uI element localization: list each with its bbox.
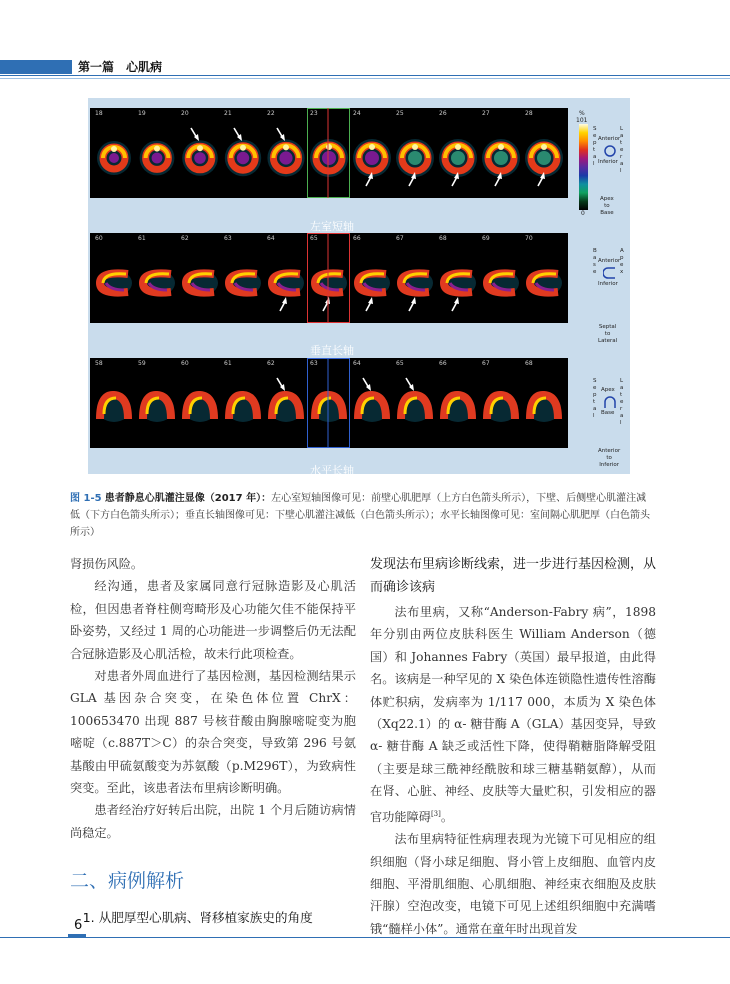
- label-septal-3: S e p t a l: [593, 378, 597, 419]
- image-frame: [178, 233, 221, 323]
- right-column: [370, 553, 656, 940]
- label-anterior-2: Anterior: [598, 258, 621, 264]
- left-column: [70, 553, 356, 929]
- sub-heading: 1. 从肥厚型心肌病、肾移植家族史的角度: [82, 909, 313, 925]
- perfusion-image: [393, 233, 436, 323]
- image-frame: [92, 108, 135, 198]
- frame-number: 60: [181, 360, 189, 367]
- frame-number: 69: [482, 235, 490, 242]
- frame-number: 18: [95, 110, 103, 117]
- perfusion-image: [221, 233, 264, 323]
- perfusion-image: [178, 233, 221, 323]
- image-frame: [135, 358, 178, 448]
- label-lateral-3: L a t e r a l: [620, 378, 624, 426]
- paragraph: 患者经治疗好转后出院，出院 1 个月后随访病情尚稳定。: [70, 803, 356, 840]
- panel-caption-short-axis: 左室短轴: [310, 220, 354, 233]
- paragraph: [370, 601, 656, 828]
- figure-caption-text: 左心室短轴图像可见：前壁心肌肥厚（上方白色箭头所示），下壁、后侧壁心肌灌注减低（下方白色箭头所示）；垂直长轴图像可见：下壁心肌灌注减低（白色箭头所示）；水平长轴图像可见：室间隔心肌肥厚（白色箭头所示）: [70, 493, 650, 538]
- perfusion-image: [307, 108, 350, 198]
- frame-number: 63: [310, 360, 318, 367]
- frame-number: 65: [396, 360, 404, 367]
- label-anterior-to-inferior: Anterior to Inferior: [598, 448, 621, 468]
- image-frame: [436, 233, 479, 323]
- frame-number: 22: [267, 110, 275, 117]
- frame-number: 67: [396, 235, 404, 242]
- perfusion-image: [92, 233, 135, 323]
- image-frame: [264, 108, 307, 198]
- image-frame: [522, 108, 565, 198]
- image-frame: [92, 358, 135, 448]
- label-inferior-1: Inferior: [598, 159, 618, 165]
- label-inferior-2: Inferior: [598, 281, 618, 287]
- image-frame: [178, 108, 221, 198]
- frame-number: 21: [224, 110, 232, 117]
- frame-number: 28: [525, 110, 533, 117]
- label-apex-2: Apex: [601, 387, 615, 393]
- image-frame: [178, 358, 221, 448]
- perfusion-image: [307, 233, 350, 323]
- image-frame: [264, 233, 307, 323]
- perfusion-image: [135, 108, 178, 198]
- perfusion-image: [436, 233, 479, 323]
- image-frame: [522, 358, 565, 448]
- figure-myocardial-perfusion: [88, 98, 630, 477]
- image-frame: [393, 233, 436, 323]
- image-frame: [307, 233, 350, 323]
- citation: [3]: [430, 809, 441, 818]
- figure-caption-title: 患者静息心肌灌注显像（2017 年）：: [104, 493, 272, 504]
- frame-number: 24: [353, 110, 361, 117]
- paragraph: 对患者外周血进行了基因检测，基因检测结果示 GLA 基因杂合突变，在染色体位置 ChrX：100653470 出现 887 号核苷酸由胸腺嘧啶变为胞嘧啶（c.887T＞C）的杂合突变，导致第 296 号氨基酸由甲硫氨酸变为苏氨酸（p.M296T），为致病性突变。至此，该患者法布里病诊断明确。: [70, 669, 356, 796]
- perfusion-image: [221, 358, 264, 448]
- image-frame: [350, 358, 393, 448]
- panel-vertical-long-axis: [90, 233, 568, 323]
- label-apex: A p e x: [620, 248, 624, 275]
- panel-horizontal-long-axis: [90, 358, 568, 448]
- perfusion-image: [307, 358, 350, 448]
- image-frame: [221, 233, 264, 323]
- paragraph: 肾损伤风险。: [70, 557, 144, 571]
- image-frame: [135, 108, 178, 198]
- perfusion-image: [350, 108, 393, 198]
- orientation-c-icon: [603, 266, 617, 280]
- perfusion-image: [479, 233, 522, 323]
- image-frame: [92, 233, 135, 323]
- perfusion-image: [522, 233, 565, 323]
- frame-number: 65: [310, 235, 318, 242]
- colorbar: [579, 124, 588, 210]
- paragraph: 法布里病特征性病理表现为光镜下可见相应的组织细胞（肾小球足细胞、肾小管上皮细胞、血管内皮细胞、平滑肌细胞、心肌细胞、神经束衣细胞及皮肤汗腺）空泡改变，电镜下可见上述组织细胞中充满嗜锇“髓样小体”。通常在童年时出现首发: [370, 832, 656, 936]
- perfusion-image: [178, 358, 221, 448]
- orientation-ring-icon: [603, 144, 617, 158]
- frame-number: 20: [181, 110, 189, 117]
- frame-number: 66: [353, 235, 361, 242]
- perfusion-image: [264, 358, 307, 448]
- frame-number: 23: [310, 110, 318, 117]
- perfusion-image: [393, 358, 436, 448]
- label-lateral-1: L a t e r a l: [620, 126, 624, 174]
- frame-number: 67: [482, 360, 490, 367]
- frame-number: 64: [267, 235, 275, 242]
- panel-short-axis: [90, 108, 568, 198]
- perfusion-image: [522, 108, 565, 198]
- perfusion-image: [436, 358, 479, 448]
- image-frame: [307, 108, 350, 198]
- image-frame: [479, 233, 522, 323]
- colorbar-max: 101: [576, 117, 588, 124]
- image-frame: [350, 108, 393, 198]
- image-frame: [436, 358, 479, 448]
- frame-number: 64: [353, 360, 361, 367]
- label-anterior-1: Anterior: [598, 136, 621, 142]
- frame-number: 68: [525, 360, 533, 367]
- image-frame: [393, 108, 436, 198]
- label-septal-to-lateral: Septal to Lateral: [598, 324, 618, 344]
- running-header-title: 第一篇 心肌病: [78, 60, 163, 74]
- image-frame: [264, 358, 307, 448]
- section-heading: 二、病例解析: [70, 870, 185, 893]
- image-frame: [350, 233, 393, 323]
- footer-rule: [0, 937, 730, 938]
- frame-number: 63: [224, 235, 232, 242]
- frame-number: 61: [224, 360, 232, 367]
- image-frame: [135, 233, 178, 323]
- perfusion-image: [221, 108, 264, 198]
- perfusion-image: [479, 358, 522, 448]
- orientation-arch-icon: [603, 395, 617, 409]
- page-number: 6: [74, 918, 83, 933]
- image-frame: [522, 233, 565, 323]
- label-base: B a s e: [593, 248, 597, 275]
- image-frame: [221, 358, 264, 448]
- colorbar-unit: %: [579, 110, 585, 117]
- perfusion-image: [178, 108, 221, 198]
- frame-number: 66: [439, 360, 447, 367]
- frame-number: 58: [95, 360, 103, 367]
- frame-number: 27: [482, 110, 490, 117]
- frame-number: 70: [525, 235, 533, 242]
- image-frame: [393, 358, 436, 448]
- frame-number: 25: [396, 110, 404, 117]
- image-frame: [479, 358, 522, 448]
- figure-caption-label: 图 1-5: [70, 493, 102, 504]
- frame-number: 61: [138, 235, 146, 242]
- image-frame: [436, 108, 479, 198]
- image-frame: [221, 108, 264, 198]
- sub-heading-continued: 发现法布里病诊断线索，进一步进行基因检测，从而确诊该病: [370, 557, 657, 595]
- header-rule-secondary: [0, 78, 730, 79]
- image-frame: [479, 108, 522, 198]
- frame-number: 60: [95, 235, 103, 242]
- image-frame: [307, 358, 350, 448]
- perfusion-image: [264, 233, 307, 323]
- perfusion-image: [479, 108, 522, 198]
- perfusion-image: [393, 108, 436, 198]
- perfusion-image: [135, 358, 178, 448]
- perfusion-image: [92, 108, 135, 198]
- frame-number: 68: [439, 235, 447, 242]
- perfusion-image: [436, 108, 479, 198]
- paragraph-text: 法布里病，又称“Anderson-Fabry 病”，1898 年分别由两位皮肤科医生 William Anderson（德国）和 Johannes Fabry（英国）最早报道，由此得名。该病是一种罕见的 X 染色体连锁隐性遗传性溶酶体贮积病，发病率为 1/117 000，本质为 X 染色体（Xq22.1）的 α- 糖苷酶 A（GLA）基因变异，导致 α- 糖苷酶 A 缺乏或活性下降，使得鞘糖脂降解受阻（主要是球三酰神经酰胺和球三糖基鞘氨醇），从而在肾、心脏、神经、皮肤等大量贮积，引发相应的器官功能障碍: [370, 605, 656, 824]
- label-base-2: Base: [601, 410, 615, 416]
- panel-caption-vertical-long-axis: 垂直长轴: [310, 344, 354, 357]
- perfusion-image: [135, 233, 178, 323]
- colorbar-min: 0: [581, 210, 585, 217]
- label-septal-1: S e p t a l: [593, 126, 597, 167]
- perfusion-image: [92, 358, 135, 448]
- frame-number: 62: [267, 360, 275, 367]
- paragraph: 经沟通，患者及家属同意行冠脉造影及心肌活检，但因患者脊柱侧弯畸形及心功能欠佳不能保持平卧姿势，又经过 1 周的心功能进一步调整后仍无法配合冠脉造影及心肌活检，故未行此项检查。: [70, 579, 356, 661]
- perfusion-image: [264, 108, 307, 198]
- header-rule: [0, 75, 730, 76]
- label-apex-to-base: Apex to Base: [600, 196, 614, 216]
- perfusion-image: [350, 358, 393, 448]
- frame-number: 19: [138, 110, 146, 117]
- frame-number: 62: [181, 235, 189, 242]
- header-accent-bar: [0, 60, 72, 74]
- perfusion-image: [350, 233, 393, 323]
- frame-number: 59: [138, 360, 146, 367]
- paragraph-end: 。: [440, 809, 454, 824]
- frame-number: 26: [439, 110, 447, 117]
- perfusion-image: [522, 358, 565, 448]
- panel-caption-horizontal-long-axis: 水平长轴: [310, 464, 354, 477]
- figure-caption: [70, 490, 650, 541]
